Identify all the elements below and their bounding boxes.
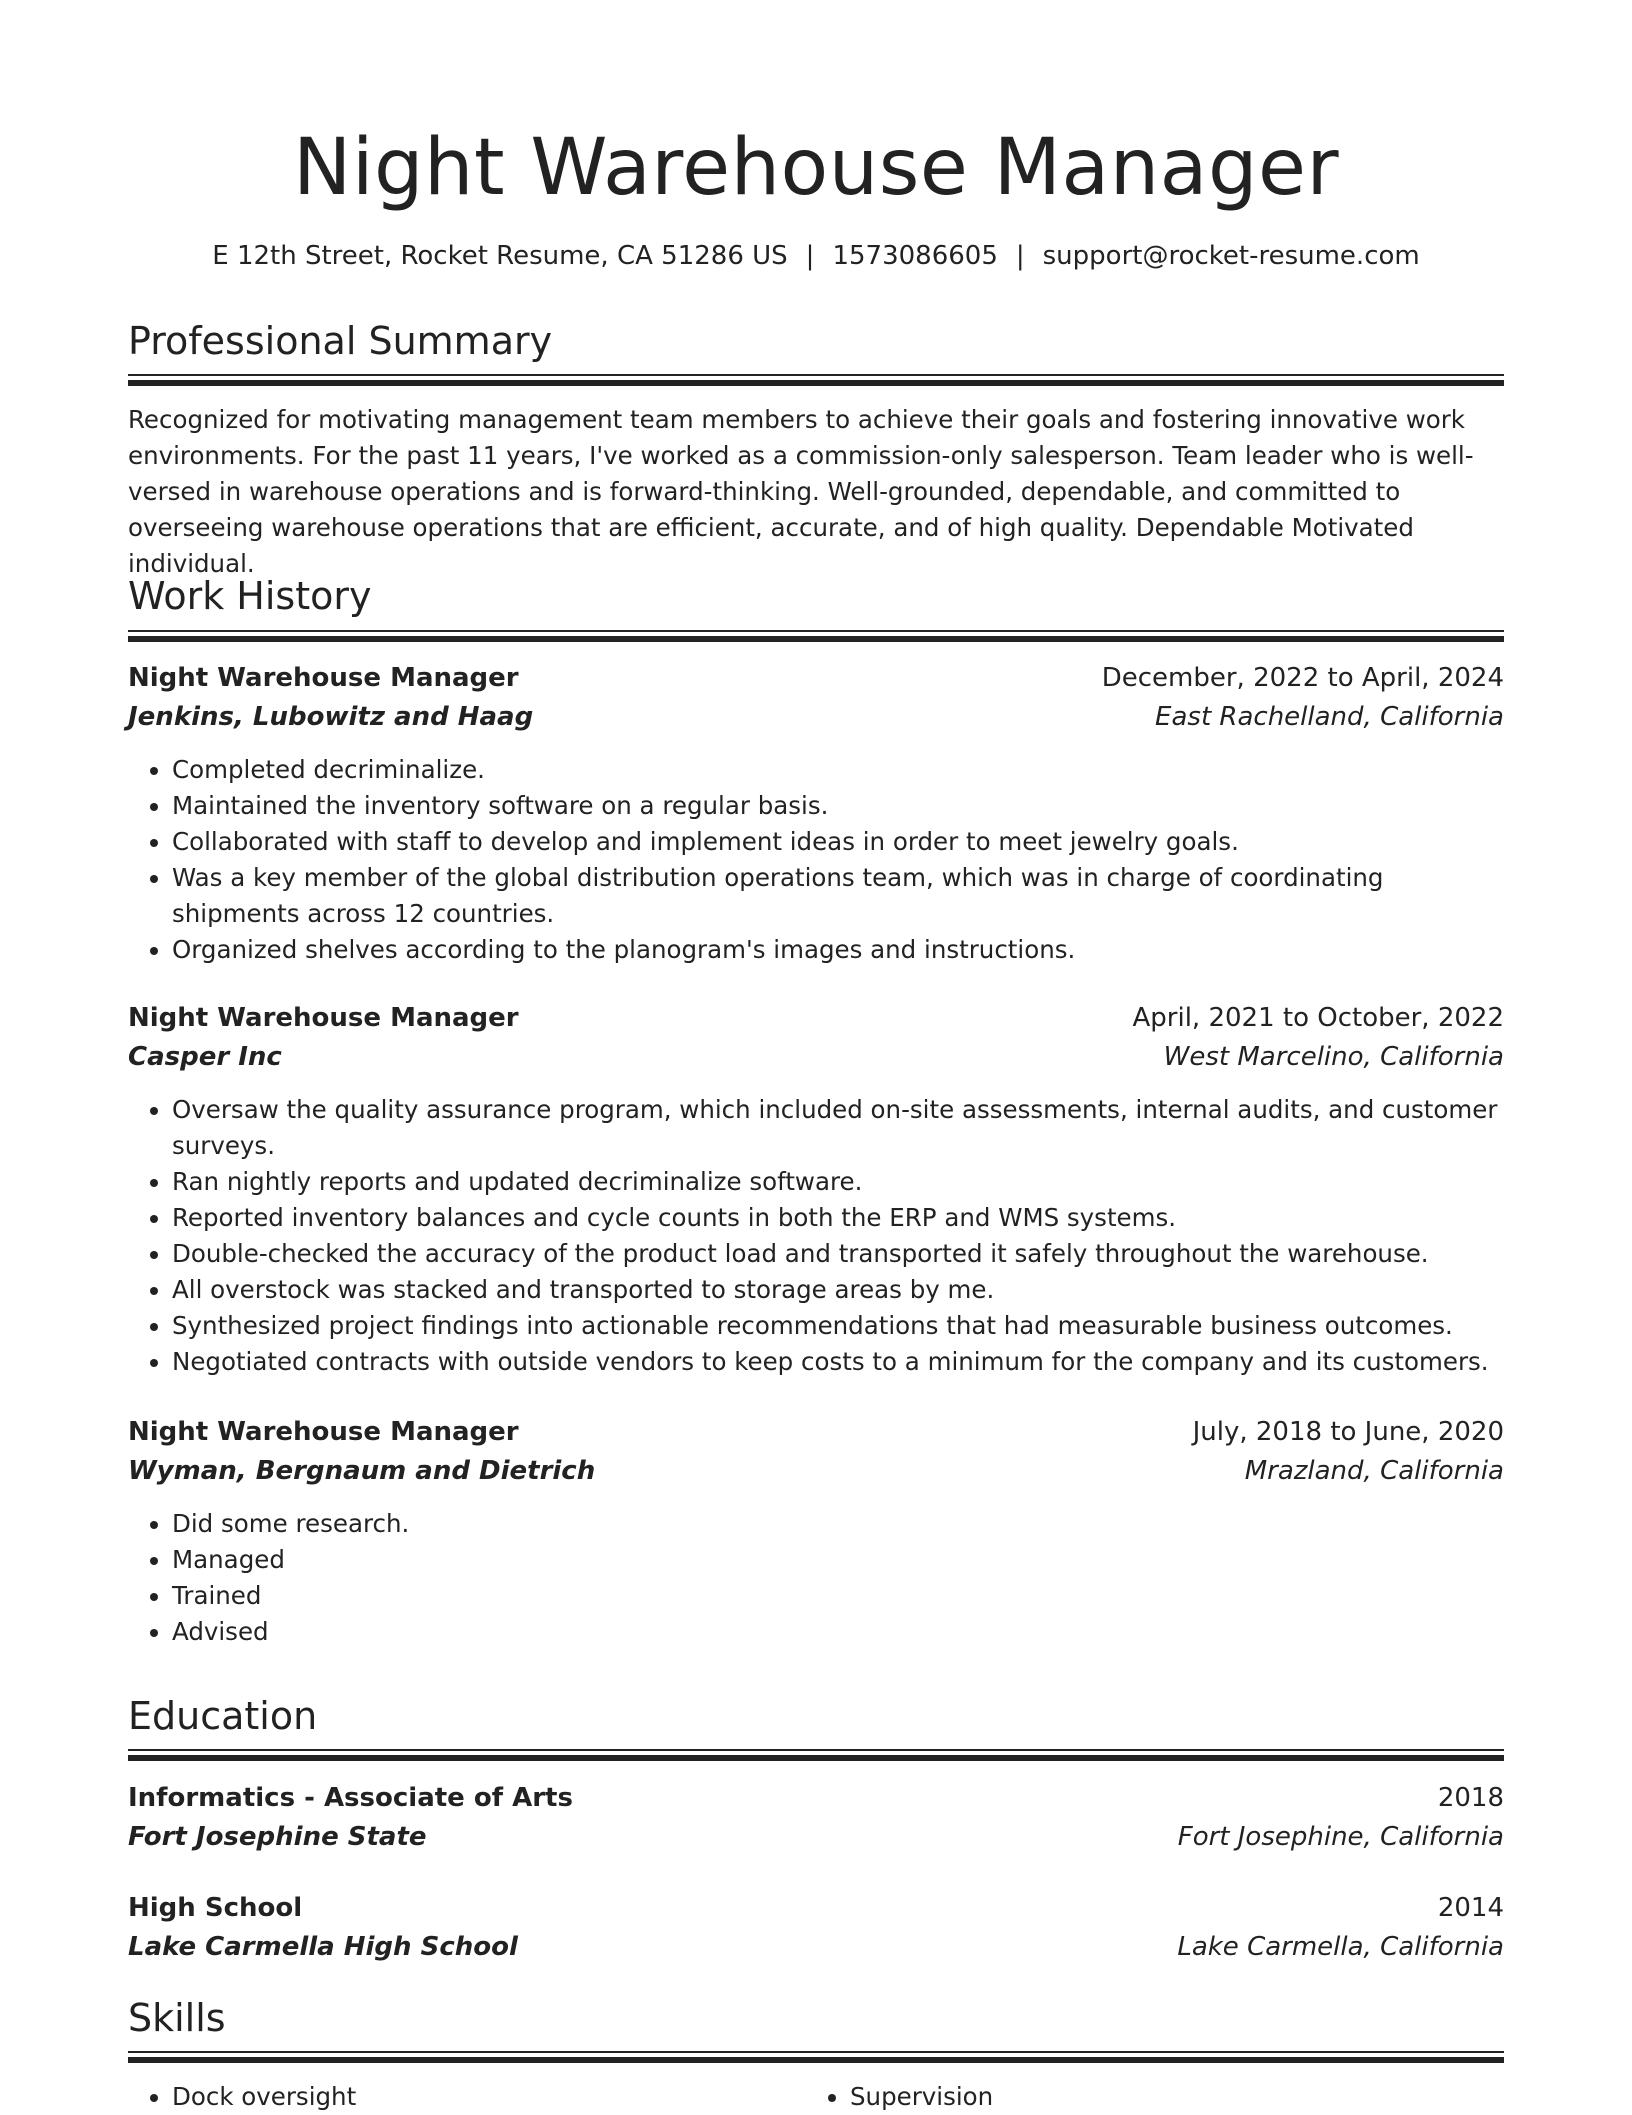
list-item: • Did some research.	[172, 1506, 1504, 1542]
summary-text: Recognized for motivating management team members to achieve their goals and fostering innovative work environments. For the past 11 years, I've worked as a commission-only salesperson. Team leader who is well-versed in warehouse operations and is forward-thinking. Well-grounded, dependable, and committed to overseeing warehouse operations that are efficient, accurate, and of high quality. Dependable Motivated individual.	[128, 405, 1474, 578]
skills-column-right	[806, 2079, 993, 2115]
job-title: Night Warehouse Manager	[128, 1003, 519, 1033]
section-heading-work-history: Work History	[128, 574, 372, 618]
list-item: • Synthesized project findings into actionable recommendations that had measurable business outcomes.	[172, 1308, 1504, 1344]
list-item: • Double-checked the accuracy of the product load and transported it safely throughout the warehouse.	[172, 1236, 1504, 1272]
job-entry	[128, 1414, 1504, 1650]
section-divider	[128, 374, 1504, 386]
education-degree: Informatics - Associate of Arts	[128, 1783, 573, 1813]
job-company: Jenkins, Lubowitz and Haag	[128, 702, 534, 732]
education-entry	[128, 1780, 1504, 1858]
section-heading-skills: Skills	[128, 1996, 226, 2040]
job-bullets	[128, 1092, 1504, 1380]
contact-separator: |	[805, 241, 815, 271]
contact-line	[128, 238, 1504, 274]
list-item: • Negotiated contracts with outside vendors to keep costs to a minimum for the company and its customers.	[172, 1344, 1504, 1380]
section-heading-education: Education	[128, 1694, 318, 1738]
section-divider	[128, 2051, 1504, 2063]
skills-column-left	[128, 2079, 356, 2115]
education-year: 2014	[1437, 1893, 1504, 1923]
education-location: Fort Josephine, California	[1177, 1822, 1504, 1852]
skill-item: • Supervision	[850, 2079, 993, 2115]
job-location: Mrazland, California	[1244, 1456, 1504, 1486]
job-location: East Rachelland, California	[1155, 702, 1504, 732]
section-divider	[128, 1749, 1504, 1761]
contact-email: support@rocket-resume.com	[1042, 241, 1420, 271]
job-dates: April, 2021 to October, 2022	[1132, 1003, 1504, 1033]
education-year: 2018	[1437, 1783, 1504, 1813]
job-dates: July, 2018 to June, 2020	[1192, 1417, 1504, 1447]
job-title: Night Warehouse Manager	[128, 1417, 519, 1447]
list-item: • Was a key member of the global distribution operations team, which was in charge of coordinating shipments across 12 countries.	[172, 860, 1504, 932]
education-location: Lake Carmella, California	[1177, 1932, 1504, 1962]
contact-address: E 12th Street, Rocket Resume, CA 51286 US	[212, 241, 788, 271]
list-item: • All overstock was stacked and transported to storage areas by me.	[172, 1272, 1504, 1308]
section-heading-summary: Professional Summary	[128, 319, 553, 363]
job-location: West Marcelino, California	[1163, 1042, 1504, 1072]
list-item: • Advised	[172, 1614, 1504, 1650]
list-item: • Trained	[172, 1578, 1504, 1614]
job-title: Night Warehouse Manager	[128, 663, 519, 693]
list-item: • Completed decriminalize.	[172, 752, 1504, 788]
section-divider	[128, 630, 1504, 642]
job-entry	[128, 660, 1504, 968]
list-item: • Organized shelves according to the planogram's images and instructions.	[172, 932, 1504, 968]
education-entry	[128, 1890, 1504, 1968]
contact-phone: 1573086605	[832, 241, 998, 271]
list-item: • Ran nightly reports and updated decriminalize software.	[172, 1164, 1504, 1200]
list-item: • Collaborated with staff to develop and implement ideas in order to meet jewelry goals.	[172, 824, 1504, 860]
resume-name: Night Warehouse Manager	[292, 123, 1340, 213]
education-school: Fort Josephine State	[128, 1822, 427, 1852]
job-bullets	[128, 1506, 1504, 1650]
list-item: • Maintained the inventory software on a regular basis.	[172, 788, 1504, 824]
skill-item: • Dock oversight	[172, 2079, 356, 2115]
job-entry	[128, 1000, 1504, 1380]
list-item: • Oversaw the quality assurance program, which included on-site assessments, internal audits, and customer surveys.	[172, 1092, 1504, 1164]
contact-separator: |	[1015, 241, 1025, 271]
job-bullets	[128, 752, 1504, 968]
job-dates: December, 2022 to April, 2024	[1101, 663, 1504, 693]
job-company: Wyman, Bergnaum and Dietrich	[128, 1456, 596, 1486]
education-degree: High School	[128, 1893, 303, 1923]
list-item: • Reported inventory balances and cycle counts in both the ERP and WMS systems.	[172, 1200, 1504, 1236]
education-school: Lake Carmella High School	[128, 1932, 518, 1962]
job-company: Casper Inc	[128, 1042, 282, 1072]
list-item: • Managed	[172, 1542, 1504, 1578]
